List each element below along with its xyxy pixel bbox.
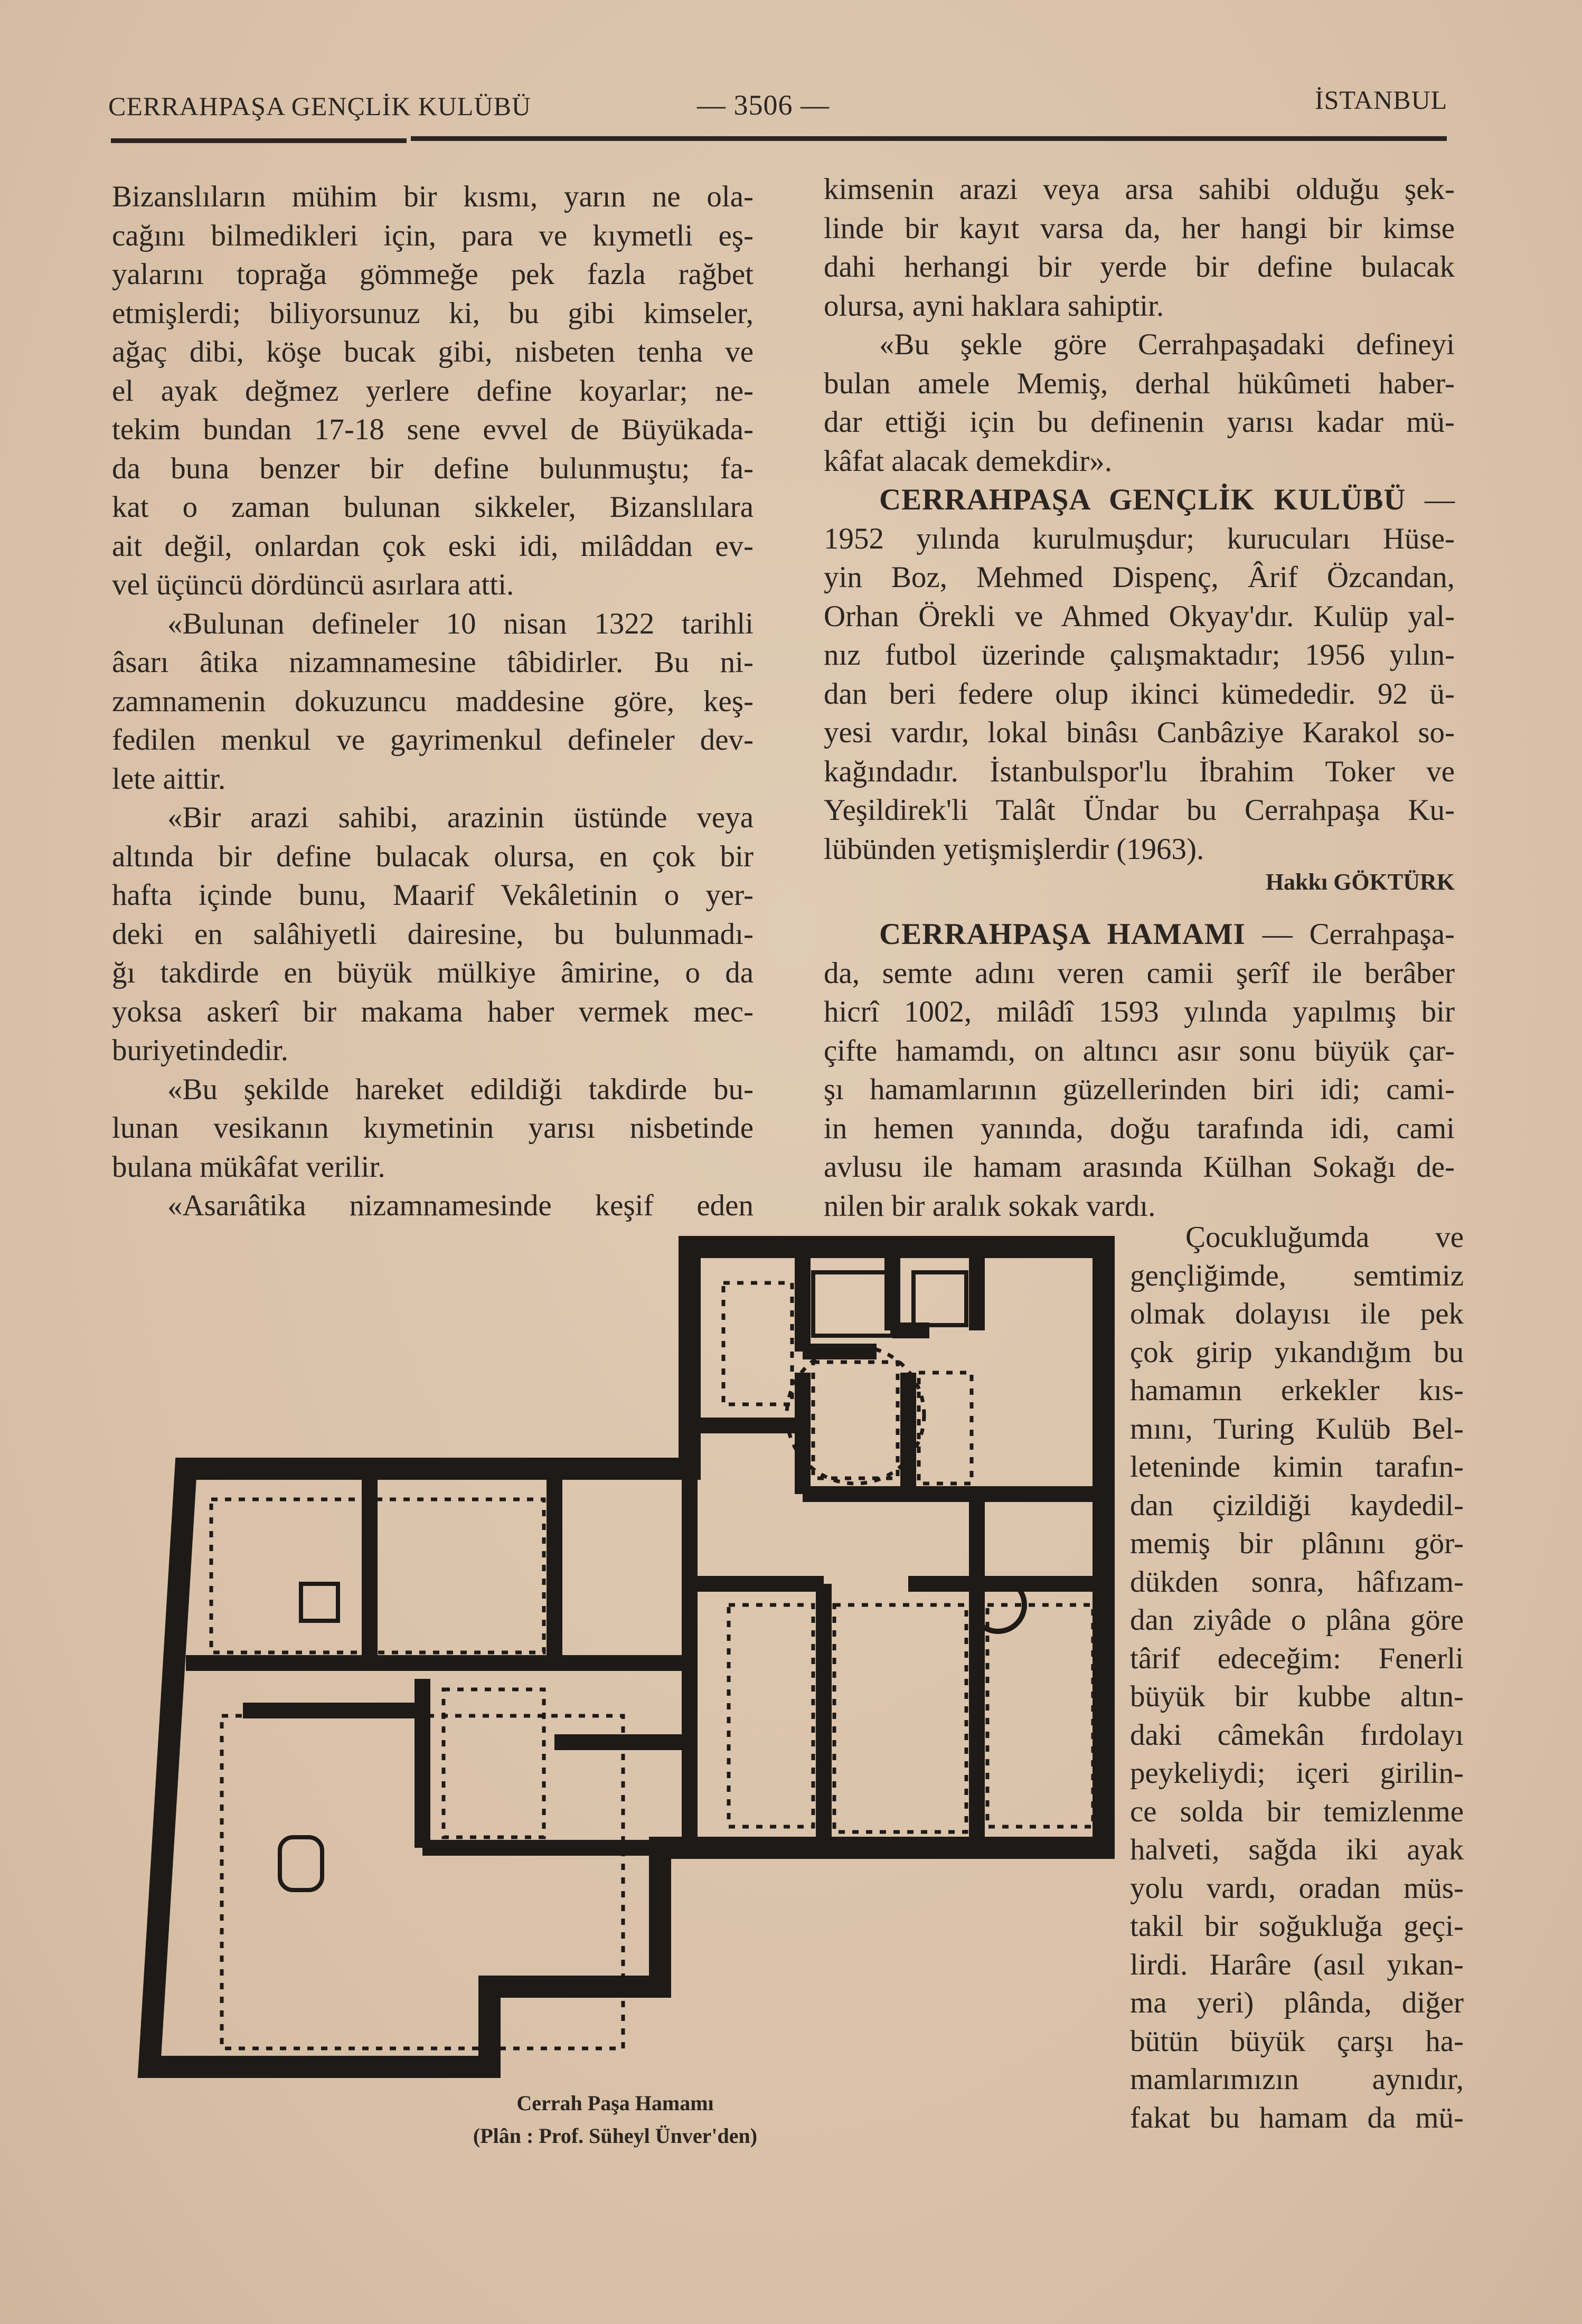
text-line: yin Boz, Mehmed Dispenç, Ârif Özcandan, [824, 561, 1455, 594]
text-line: avlusu ile hamam arasında Külhan Sokağı de- [824, 1150, 1455, 1184]
figure-caption-credit: (Plân : Prof. Süheyl Ünver'den) [473, 2124, 758, 2148]
plan-room [813, 1272, 892, 1336]
text-line: dan ziyâde o plâna göre [1130, 1603, 1464, 1637]
text-line: lunan vesikanın kıymetinin yarısı nisbetinde [112, 1111, 754, 1145]
text-line: el ayak değmez yerlere define koyarlar; ne- [112, 374, 754, 408]
text-line: «Bu şekilde hareket edildiği takdirde bu- [167, 1072, 754, 1106]
text-line: memiş bir plânını gör- [1130, 1527, 1464, 1560]
text-line: kimsenin arazi veya arsa sahibi olduğu şek- [824, 173, 1455, 206]
text-line: mını, Turing Kulüb Bel- [1130, 1412, 1464, 1446]
text-line: deki en salâhiyetli dairesine, bu bulunmadı- [112, 917, 754, 951]
text-line: fakat bu hamam da mü- [1130, 2101, 1464, 2134]
text-line: vel üçüncü dördüncü asırlara atti. [112, 568, 514, 601]
text-line: da, semte adını veren camii şerîf ile berâber [824, 956, 1455, 990]
text-line: Yeşildirek'li Talât Ündar bu Cerrahpaşa Ku- [824, 793, 1455, 827]
page-number: — 3506 — [697, 89, 830, 121]
plan-inner-walls [186, 1247, 1104, 1848]
text-line: târif edeceğim: Fenerli [1130, 1641, 1464, 1675]
text-line: lübünden yetişmişlerdir (1963). [824, 832, 1204, 866]
line-text: — Cerrahpaşa- [1245, 918, 1455, 951]
plan-basin [301, 1584, 338, 1621]
figure-caption-title: Cerrah Paşa Hamamı [516, 2091, 714, 2115]
text-line: hafta içinde bunu, Maarif Vekâletinin o yer- [112, 878, 754, 912]
text-line: yalarını toprağa gömmeğe pek fazla rağbet [112, 258, 754, 291]
text-line: hicrî 1002, milâdî 1593 yılında yapılmış bir [824, 995, 1455, 1028]
text-line: Orhan Örekli ve Ahmed Okyay'dır. Kulüp yal- [824, 599, 1455, 633]
text-line: halveti, sağda iki ayak [1130, 1833, 1464, 1866]
text-line: bulan amele Memiş, derhal hükûmeti haber- [824, 366, 1455, 400]
text-line: ma yeri) plânda, diğer [1130, 1986, 1464, 2019]
text-line: «Bulunan defineler 10 nisan 1322 tarihli [167, 607, 754, 640]
plan-room [914, 1272, 966, 1325]
text-line: şı hamamlarının güzellerinden biri idi; cami- [824, 1073, 1455, 1106]
text-line: 1952 yılında kurulmuşdur; kurucuları Hüse- [824, 522, 1455, 555]
text-line: yolu vardı, oradan müs- [1130, 1871, 1464, 1905]
text-line: lirdi. Harâre (asıl yıkan- [1130, 1948, 1464, 1981]
running-header-right: İSTANBUL [1315, 85, 1448, 115]
text-line: bütün büyük çarşı ha- [1130, 2024, 1464, 2058]
text-line: cağını bilmedikleri için, para ve kıymetli eş- [112, 219, 754, 252]
text-line: zamnamenin dokuzuncu maddesine göre, keş- [112, 684, 754, 718]
text-line: linde bir kayıt varsa da, her hangi bir kimse [824, 211, 1455, 245]
text-line: ait değil, onlardan çok eski idi, milâddan ev- [112, 529, 754, 563]
text-line: büyük bir kubbe altın- [1130, 1680, 1464, 1713]
text-line: olursa, ayni haklara sahiptir. [824, 289, 1164, 323]
line-text: — [1406, 483, 1455, 516]
plan-pool [280, 1837, 322, 1890]
text-line: olmak dolayısı ile pek [1130, 1297, 1464, 1330]
text-line: lete aittir. [112, 762, 226, 796]
text-line: leteninde kimin tarafın- [1130, 1450, 1464, 1484]
text-line: tekim bundan 17-18 sene evvel de Büyükada- [112, 413, 754, 446]
text-line: ğı takdirde en büyük mülkiye âmirine, o da [112, 956, 754, 989]
text-line: Bizanslıların mühim bir kısmı, yarın ne ola- [112, 180, 754, 213]
text-line: nız futbol üzerinde çalışmaktadır; 1956 yılın- [824, 638, 1455, 672]
text-line: ce solda bir temizlenme [1130, 1794, 1464, 1828]
text-line: çifte hamamdı, on altıncı asır sonu büyük çar- [824, 1034, 1455, 1067]
text-line: fedilen menkul ve gayrimenkul defineler dev- [112, 723, 754, 757]
text-line: nilen bir aralık sokak vardı. [824, 1189, 1156, 1223]
text-line: hamamın erkekler kıs- [1130, 1374, 1464, 1407]
text-line: daki câmekân fırdolayı [1130, 1718, 1464, 1752]
running-header-left: CERRAHPAŞA GENÇLİK KULÜBÜ [108, 91, 532, 121]
text-line: bulana mükâfat verilir. [112, 1150, 385, 1184]
author-signature: Hakkı GÖKTÜRK [1265, 869, 1455, 895]
text-line: da buna benzer bir define bulunmuştu; fa- [112, 451, 754, 485]
text-line: âsarı âtika nizamnamesine tâbidirler. Bu ni- [112, 646, 754, 679]
text-line: «Bu şekle göre Cerrahpaşadaki defineyi [879, 328, 1455, 361]
text-line: çok girip yıkandığım bu [1130, 1335, 1464, 1369]
text-line: «Bir arazi sahibi, arazinin üstünde veya [167, 801, 754, 834]
text-line: gençliğimde, semtimiz [1130, 1259, 1464, 1292]
text-line: kâfat alacak demekdir». [824, 444, 1112, 478]
text-line: yoksa askerî bir makama haber vermek mec- [112, 995, 754, 1028]
text-line: peykeliydi; içeri girilin- [1130, 1756, 1464, 1790]
section-heading: CERRAHPAŞA GENÇLİK KULÜBÜ [879, 483, 1406, 516]
text-line: «Asarıâtika nizamnamesinde keşif eden [167, 1189, 754, 1222]
text-line: etmişlerdi; biliyorsunuz ki, bu gibi kimseler, [112, 296, 754, 330]
text-line: buriyetindedir. [112, 1034, 289, 1067]
section-heading: CERRAHPAŞA HAMAMI [879, 918, 1246, 951]
text-line: ağaç dibi, köşe bucak gibi, nisbeten tenha ve [112, 335, 754, 369]
text-line: dar ettiği için bu definenin yarısı kadar mü- [824, 405, 1455, 439]
text-line: altında bir define bulacak olursa, en çok bir [112, 839, 754, 873]
text-line: dükden sonra, hâfızam- [1130, 1565, 1464, 1599]
text-line: in hemen yanında, doğu tarafında idi, cami [824, 1111, 1455, 1145]
text-line: dahi herhangi bir yerde bir define bulacak [824, 250, 1455, 284]
text-line: yesi vardır, lokal binâsı Canbâziye Karakol so- [824, 716, 1455, 749]
text-line: kağındadır. İstanbulspor'lu İbrahim Toker ve [824, 754, 1455, 788]
text-line: takil bir soğukluğa geçi- [1130, 1910, 1464, 1943]
text-line: dan beri federe olup ikinci kümededir. 92 ü- [824, 677, 1455, 711]
text-line: Çocukluğumda ve [1185, 1221, 1464, 1254]
text-line: mamlarımızın aynıdır, [1130, 2063, 1464, 2096]
text-line: dan çizildiği kaydedil- [1130, 1488, 1464, 1522]
text-line: kat o zaman bulunan sikkeler, Bizanslılara [112, 490, 754, 524]
